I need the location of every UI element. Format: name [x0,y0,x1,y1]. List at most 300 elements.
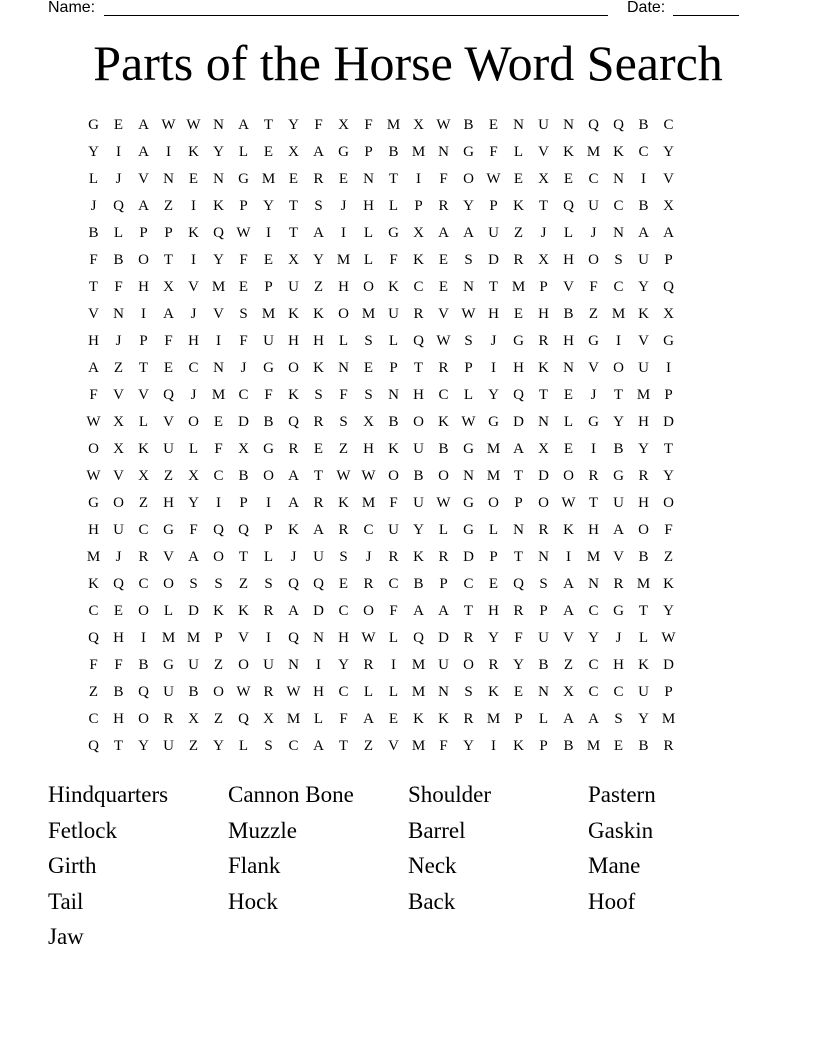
grid-letter[interactable]: C [638,144,649,160]
grid-letter[interactable]: Z [188,738,199,754]
grid-letter[interactable]: A [438,225,449,241]
grid-letter[interactable]: B [638,117,649,133]
grid-letter[interactable]: O [588,252,599,268]
grid-letter[interactable]: K [413,252,424,268]
grid-letter[interactable]: M [586,549,601,565]
grid-letter[interactable]: T [88,279,99,295]
grid-letter[interactable]: T [288,225,299,241]
grid-letter[interactable]: M [386,117,401,133]
grid-letter[interactable]: B [613,441,624,457]
grid-letter[interactable]: J [90,198,97,214]
grid-letter[interactable]: A [563,711,574,727]
grid-letter[interactable]: W [461,414,476,430]
grid-letter[interactable]: M [86,549,101,565]
grid-letter[interactable]: L [638,630,649,646]
grid-letter[interactable]: E [188,171,199,187]
grid-letter[interactable]: P [139,225,148,241]
grid-letter[interactable]: E [313,441,324,457]
grid-letter[interactable]: C [413,279,424,295]
grid-letter[interactable]: X [288,144,299,160]
grid-letter[interactable]: K [563,144,574,160]
grid-letter[interactable]: M [636,387,651,403]
grid-letter[interactable]: A [613,522,624,538]
grid-letter[interactable]: Z [163,468,174,484]
grid-letter[interactable]: B [438,441,449,457]
grid-letter[interactable]: Q [113,576,124,592]
grid-letter[interactable]: U [438,657,449,673]
grid-letter[interactable]: Z [88,684,99,700]
grid-letter[interactable]: N [438,684,449,700]
grid-letter[interactable]: A [513,441,524,457]
grid-letter[interactable]: K [438,711,449,727]
grid-letter[interactable]: L [388,684,399,700]
grid-letter[interactable]: R [538,333,549,349]
grid-letter[interactable]: M [361,306,376,322]
grid-letter[interactable]: A [438,603,449,619]
grid-letter[interactable]: P [264,279,273,295]
grid-letter[interactable]: G [613,603,624,619]
grid-letter[interactable]: I [141,306,146,322]
grid-letter[interactable]: O [363,603,374,619]
grid-letter[interactable]: Q [163,387,174,403]
grid-letter[interactable]: E [288,171,299,187]
grid-letter[interactable]: F [339,711,348,727]
grid-letter[interactable]: T [113,738,124,754]
grid-letter[interactable]: E [513,684,524,700]
grid-letter[interactable]: A [188,549,199,565]
grid-letter[interactable]: R [338,522,349,538]
grid-letter[interactable]: V [563,630,574,646]
grid-letter[interactable]: R [438,360,449,376]
grid-letter[interactable]: N [313,630,324,646]
grid-letter[interactable]: U [588,198,599,214]
grid-letter[interactable]: Q [288,630,299,646]
grid-letter[interactable]: P [664,387,673,403]
grid-letter[interactable]: Q [138,684,149,700]
grid-letter[interactable]: C [438,387,449,403]
grid-letter[interactable]: J [115,171,122,187]
grid-letter[interactable]: N [613,225,624,241]
grid-letter[interactable]: R [538,522,549,538]
grid-letter[interactable]: N [388,387,399,403]
grid-letter[interactable]: U [188,657,199,673]
grid-letter[interactable]: B [88,225,99,241]
grid-letter[interactable]: N [288,657,299,673]
grid-letter[interactable]: H [613,657,624,673]
grid-letter[interactable]: Y [288,117,299,133]
grid-letter[interactable]: G [163,522,174,538]
grid-letter[interactable]: U [538,630,549,646]
grid-letter[interactable]: V [88,306,99,322]
grid-letter[interactable]: B [263,414,274,430]
grid-letter[interactable]: Y [488,387,499,403]
grid-letter[interactable]: N [213,360,224,376]
grid-letter[interactable]: I [191,198,196,214]
grid-letter[interactable]: N [213,117,224,133]
grid-letter[interactable]: O [463,171,474,187]
grid-letter[interactable]: J [115,333,122,349]
grid-letter[interactable]: O [213,684,224,700]
grid-letter[interactable]: F [239,333,248,349]
grid-letter[interactable]: S [364,387,373,403]
grid-letter[interactable]: Q [513,576,524,592]
grid-letter[interactable]: U [388,522,399,538]
grid-letter[interactable]: U [113,522,124,538]
grid-letter[interactable]: E [438,252,449,268]
grid-letter[interactable]: K [538,360,549,376]
grid-letter[interactable]: T [413,360,424,376]
grid-letter[interactable]: A [163,306,174,322]
grid-letter[interactable]: T [388,171,399,187]
grid-letter[interactable]: Y [263,198,274,214]
grid-letter[interactable]: E [263,252,274,268]
grid-letter[interactable]: N [538,549,549,565]
grid-letter[interactable]: W [361,468,376,484]
grid-letter[interactable]: A [88,360,99,376]
grid-letter[interactable]: U [538,117,549,133]
grid-letter[interactable]: A [138,198,149,214]
grid-letter[interactable]: K [638,306,649,322]
grid-letter[interactable]: R [613,576,624,592]
grid-letter[interactable]: P [539,738,548,754]
grid-letter[interactable]: X [538,171,549,187]
grid-letter[interactable]: H [488,603,499,619]
grid-letter[interactable]: B [638,549,649,565]
grid-letter[interactable]: N [513,117,524,133]
grid-letter[interactable]: M [211,387,226,403]
grid-letter[interactable]: N [538,414,549,430]
grid-letter[interactable]: H [513,360,524,376]
grid-letter[interactable]: I [266,495,271,511]
grid-letter[interactable]: K [613,144,624,160]
grid-letter[interactable]: K [638,657,649,673]
grid-letter[interactable]: H [488,306,499,322]
grid-letter[interactable]: T [488,279,499,295]
grid-letter[interactable]: P [239,495,248,511]
grid-letter[interactable]: T [263,117,274,133]
grid-letter[interactable]: R [413,306,424,322]
grid-letter[interactable]: I [191,252,196,268]
grid-letter[interactable]: N [463,468,474,484]
grid-letter[interactable]: O [138,603,149,619]
grid-letter[interactable]: O [138,252,149,268]
grid-letter[interactable]: P [414,198,423,214]
grid-letter[interactable]: K [338,495,349,511]
grid-letter[interactable]: Z [588,306,599,322]
grid-letter[interactable]: N [563,360,574,376]
grid-letter[interactable]: R [313,171,324,187]
grid-letter[interactable]: N [363,171,374,187]
grid-letter[interactable]: C [613,684,624,700]
grid-letter[interactable]: M [361,495,376,511]
grid-letter[interactable]: V [438,306,449,322]
grid-letter[interactable]: H [338,630,349,646]
grid-letter[interactable]: X [413,225,424,241]
grid-letter[interactable]: H [538,306,549,322]
grid-letter[interactable]: Y [663,468,674,484]
grid-letter[interactable]: P [664,684,673,700]
grid-letter[interactable]: T [538,387,549,403]
grid-letter[interactable]: A [288,468,299,484]
grid-letter[interactable]: S [214,576,223,592]
grid-letter[interactable]: P [539,279,548,295]
grid-letter[interactable]: J [590,225,597,241]
grid-letter[interactable]: E [363,360,374,376]
grid-letter[interactable]: A [313,144,324,160]
grid-letter[interactable]: K [288,306,299,322]
grid-letter[interactable]: A [288,603,299,619]
grid-letter[interactable]: X [413,117,424,133]
grid-letter[interactable]: U [413,441,424,457]
grid-letter[interactable]: Q [288,414,299,430]
grid-letter[interactable]: Y [663,603,674,619]
grid-letter[interactable]: M [161,630,176,646]
grid-letter[interactable]: T [338,738,349,754]
grid-letter[interactable]: U [638,360,649,376]
grid-letter[interactable]: C [363,522,374,538]
grid-letter[interactable]: R [313,495,324,511]
grid-letter[interactable]: O [163,576,174,592]
grid-letter[interactable]: Q [213,225,224,241]
grid-letter[interactable]: W [86,468,101,484]
grid-letter[interactable]: F [214,441,223,457]
grid-letter[interactable]: P [239,198,248,214]
grid-letter[interactable]: M [411,738,426,754]
grid-letter[interactable]: R [513,603,524,619]
grid-letter[interactable]: Q [613,117,624,133]
grid-letter[interactable]: R [588,468,599,484]
grid-letter[interactable]: O [413,414,424,430]
grid-letter[interactable]: E [563,171,574,187]
grid-letter[interactable]: U [163,441,174,457]
grid-letter[interactable]: M [486,441,501,457]
grid-letter[interactable]: U [288,279,299,295]
grid-letter[interactable]: N [563,117,574,133]
grid-letter[interactable]: F [389,252,398,268]
grid-letter[interactable]: G [163,657,174,673]
grid-letter[interactable]: Q [238,711,249,727]
grid-letter[interactable]: C [613,198,624,214]
grid-letter[interactable]: H [413,387,424,403]
grid-letter[interactable]: X [538,252,549,268]
grid-letter[interactable]: H [313,684,324,700]
grid-letter[interactable]: O [88,441,99,457]
grid-letter[interactable]: U [263,333,274,349]
grid-letter[interactable]: A [413,603,424,619]
grid-letter[interactable]: E [488,117,499,133]
grid-letter[interactable]: L [388,333,399,349]
grid-letter[interactable]: N [213,171,224,187]
grid-letter[interactable]: H [588,522,599,538]
grid-letter[interactable]: Y [638,711,649,727]
grid-letter[interactable]: V [663,171,674,187]
grid-letter[interactable]: M [586,738,601,754]
grid-letter[interactable]: Y [88,144,99,160]
grid-letter[interactable]: E [613,738,624,754]
grid-letter[interactable]: G [388,225,399,241]
grid-letter[interactable]: L [388,630,399,646]
grid-letter[interactable]: R [313,414,324,430]
grid-letter[interactable]: X [263,711,274,727]
grid-letter[interactable]: W [436,117,451,133]
grid-letter[interactable]: S [614,711,623,727]
grid-letter[interactable]: A [288,495,299,511]
date-field-line[interactable] [673,0,739,16]
grid-letter[interactable]: S [339,549,348,565]
grid-letter[interactable]: V [138,171,149,187]
grid-letter[interactable]: J [615,630,622,646]
grid-letter[interactable]: W [186,117,201,133]
grid-letter[interactable]: C [588,684,599,700]
grid-letter[interactable]: I [666,360,671,376]
grid-letter[interactable]: K [288,522,299,538]
grid-letter[interactable]: I [266,225,271,241]
grid-letter[interactable]: D [188,603,199,619]
grid-letter[interactable]: C [463,576,474,592]
grid-letter[interactable]: C [288,738,299,754]
grid-letter[interactable]: C [663,117,674,133]
grid-letter[interactable]: S [189,576,198,592]
grid-letter[interactable]: B [563,306,574,322]
grid-letter[interactable]: G [488,414,499,430]
grid-letter[interactable]: Y [613,414,624,430]
grid-letter[interactable]: P [664,252,673,268]
grid-letter[interactable]: M [661,711,676,727]
grid-letter[interactable]: R [288,441,299,457]
grid-letter[interactable]: I [616,333,621,349]
grid-letter[interactable]: N [163,171,174,187]
grid-letter[interactable]: X [563,684,574,700]
grid-letter[interactable]: L [263,549,274,565]
grid-letter[interactable]: M [511,279,526,295]
grid-letter[interactable]: H [313,333,324,349]
grid-letter[interactable]: D [488,252,499,268]
grid-letter[interactable]: E [263,144,274,160]
grid-letter[interactable]: B [238,468,249,484]
grid-letter[interactable]: O [638,522,649,538]
grid-letter[interactable]: U [638,684,649,700]
grid-letter[interactable]: P [539,603,548,619]
grid-letter[interactable]: P [489,549,498,565]
grid-letter[interactable]: L [538,711,549,727]
grid-letter[interactable]: R [138,549,149,565]
grid-letter[interactable]: L [513,144,524,160]
grid-letter[interactable]: R [438,198,449,214]
grid-letter[interactable]: G [88,495,99,511]
grid-letter[interactable]: C [188,360,199,376]
grid-letter[interactable]: N [113,306,124,322]
grid-letter[interactable]: I [116,144,121,160]
grid-letter[interactable]: T [513,468,524,484]
grid-letter[interactable]: E [213,414,224,430]
grid-letter[interactable]: F [89,252,98,268]
grid-letter[interactable]: E [488,576,499,592]
grid-letter[interactable]: K [213,198,224,214]
grid-letter[interactable]: W [436,495,451,511]
grid-letter[interactable]: F [314,117,323,133]
grid-letter[interactable]: A [313,522,324,538]
grid-letter[interactable]: C [588,171,599,187]
grid-letter[interactable]: Z [363,738,374,754]
grid-letter[interactable]: T [638,603,649,619]
grid-letter[interactable]: F [114,657,123,673]
grid-letter[interactable]: B [563,738,574,754]
grid-letter[interactable]: V [638,333,649,349]
grid-letter[interactable]: F [439,738,448,754]
grid-letter[interactable]: T [538,198,549,214]
grid-letter[interactable]: G [338,144,349,160]
grid-letter[interactable]: C [588,603,599,619]
grid-letter[interactable]: B [113,252,124,268]
grid-letter[interactable]: U [413,495,424,511]
grid-letter[interactable]: Z [238,576,249,592]
grid-letter[interactable]: B [413,576,424,592]
grid-letter[interactable]: H [113,711,124,727]
grid-letter[interactable]: W [161,117,176,133]
grid-letter[interactable]: L [463,387,474,403]
grid-letter[interactable]: A [463,225,474,241]
grid-letter[interactable]: F [89,657,98,673]
grid-letter[interactable]: P [464,360,473,376]
grid-letter[interactable]: Q [588,117,599,133]
grid-letter[interactable]: U [638,252,649,268]
grid-letter[interactable]: Y [213,252,224,268]
grid-letter[interactable]: R [363,657,374,673]
grid-letter[interactable]: H [138,279,149,295]
grid-letter[interactable]: K [188,144,199,160]
grid-letter[interactable]: V [538,144,549,160]
grid-letter[interactable]: P [214,630,223,646]
grid-letter[interactable]: W [86,414,101,430]
grid-letter[interactable]: I [491,360,496,376]
grid-letter[interactable]: U [263,657,274,673]
grid-letter[interactable]: A [238,117,249,133]
grid-letter[interactable]: K [238,603,249,619]
grid-letter[interactable]: Q [413,630,424,646]
grid-letter[interactable]: Z [213,711,224,727]
grid-letter[interactable]: K [138,441,149,457]
grid-letter[interactable]: V [563,279,574,295]
grid-letter[interactable]: Z [213,657,224,673]
grid-letter[interactable]: C [338,684,349,700]
grid-letter[interactable]: A [563,576,574,592]
grid-letter[interactable]: L [188,441,199,457]
grid-letter[interactable]: F [189,522,198,538]
grid-letter[interactable]: R [388,549,399,565]
grid-letter[interactable]: L [563,414,574,430]
grid-letter[interactable]: Y [413,522,424,538]
grid-letter[interactable]: I [166,144,171,160]
grid-letter[interactable]: O [438,468,449,484]
grid-letter[interactable]: N [538,684,549,700]
grid-letter[interactable]: U [388,306,399,322]
grid-letter[interactable]: M [211,279,226,295]
grid-letter[interactable]: V [238,630,249,646]
grid-letter[interactable]: L [363,225,374,241]
grid-letter[interactable]: M [611,306,626,322]
grid-letter[interactable]: R [263,603,274,619]
name-field-line[interactable] [104,0,608,16]
grid-letter[interactable]: Y [213,144,224,160]
grid-letter[interactable]: G [588,414,599,430]
grid-letter[interactable]: I [316,657,321,673]
grid-letter[interactable]: C [238,387,249,403]
grid-letter[interactable]: B [538,657,549,673]
grid-letter[interactable]: E [513,306,524,322]
grid-letter[interactable]: D [438,630,449,646]
grid-letter[interactable]: K [513,198,524,214]
grid-letter[interactable]: C [88,603,99,619]
